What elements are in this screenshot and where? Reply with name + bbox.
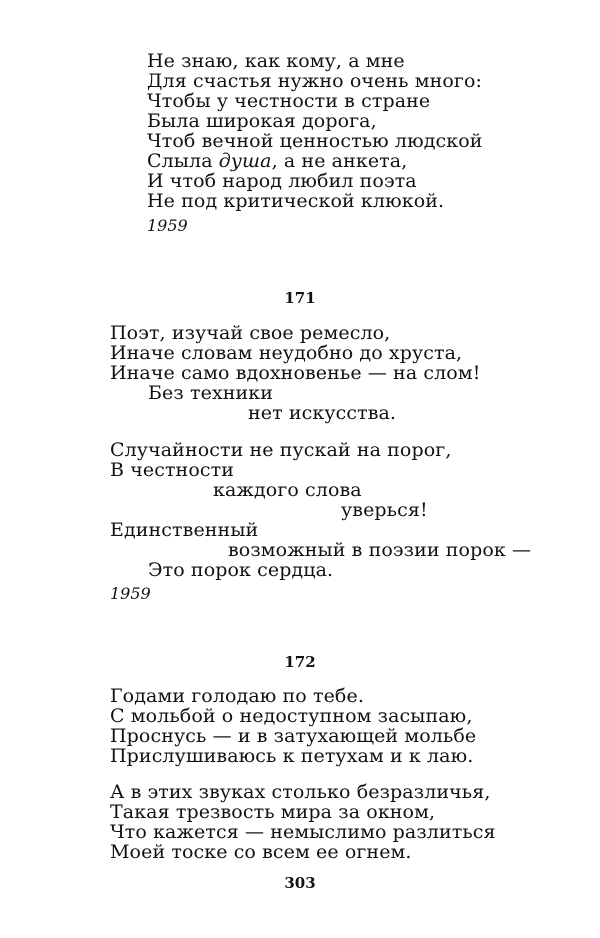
line-text: , а не анкета, bbox=[271, 150, 408, 172]
poem-number: 171 bbox=[284, 289, 316, 307]
line-text: Слыла bbox=[147, 150, 219, 172]
poem-line: нет искусства. bbox=[248, 402, 397, 424]
poem-line: Не знаю, как кому, а мне bbox=[147, 50, 405, 72]
poem-line: Прислушиваюсь к петухам и к лаю. bbox=[110, 745, 474, 767]
poem-year: 1959 bbox=[147, 216, 188, 235]
poem-line: Моей тоске со всем ее огнем. bbox=[110, 841, 412, 863]
poem-line: Проснусь — и в затухающей мольбе bbox=[110, 725, 477, 747]
poem-line: Иначе словам неудобно до хруста, bbox=[110, 342, 463, 364]
poem-line: каждого слова bbox=[213, 479, 362, 501]
poem-line: Чтобы у честности в стране bbox=[147, 90, 431, 112]
poem-number: 172 bbox=[284, 653, 316, 671]
poem-line: Годами голодаю по тебе. bbox=[110, 685, 364, 707]
poem-year: 1959 bbox=[110, 584, 151, 603]
poem-line: И чтоб народ любил поэта bbox=[147, 170, 417, 192]
poem-line: Была широкая дорога, bbox=[147, 110, 377, 132]
poem-line: уверься! bbox=[341, 499, 428, 521]
poem-line: Поэт, изучай свое ремесло, bbox=[110, 322, 391, 344]
poem-line bbox=[147, 151, 407, 171]
poem-line: В честности bbox=[110, 459, 234, 481]
italic-word: душа bbox=[218, 150, 272, 172]
poem-line: Такая трезвость мира за окном, bbox=[110, 801, 436, 823]
poem-line: А в этих звуках столько безразличья, bbox=[110, 781, 491, 803]
poem-line: Не под критической клюкой. bbox=[147, 190, 445, 212]
poem-line: Чтоб вечной ценностью людской bbox=[147, 130, 483, 152]
poem-line: С мольбой о недоступном засыпаю, bbox=[110, 705, 473, 727]
poem-line: Случайности не пускай на порог, bbox=[110, 439, 452, 461]
poem-line: Без техники bbox=[148, 382, 274, 404]
poem-line: Иначе само вдохновенье — на слом! bbox=[110, 362, 481, 384]
poem-line: Для счастья нужно очень много: bbox=[147, 70, 483, 92]
poem-line: Единственный bbox=[110, 519, 259, 541]
poem-line: возможный в поэзии порок — bbox=[228, 539, 532, 561]
poem-line: Это порок сердца. bbox=[148, 559, 334, 581]
poem-line: Что кажется — немыслимо разлиться bbox=[110, 821, 496, 843]
page-number: 303 bbox=[284, 874, 316, 892]
